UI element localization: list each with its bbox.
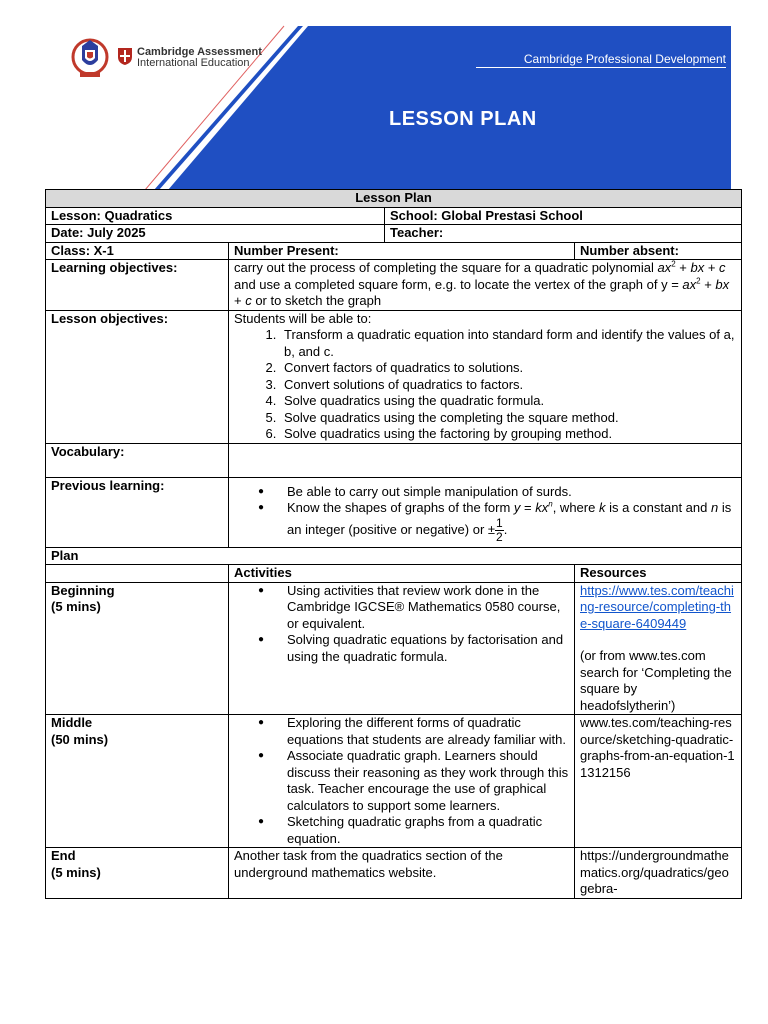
list-item: ● Sketching quadratic graphs from a quadratic equation.: [280, 814, 569, 847]
end-label-cell: [46, 848, 229, 899]
list-item: ● Associate quadratic graph. Learners should discuss their reasoning as they work through this task. Teacher encourage the use of graphical calculators to support some learners.: [280, 748, 569, 814]
learning-objectives-label: Learning objectives:: [46, 260, 229, 311]
header-banner: [0, 0, 768, 190]
stage-label: Beginning: [51, 582, 115, 598]
stage-label: End: [51, 848, 76, 863]
middle-label-cell: [46, 715, 229, 848]
table-row: [46, 260, 742, 311]
list-item: 1. Transform a quadratic equation into standard form and identify the values of a, b, and c.: [280, 327, 736, 360]
list-item: ● Solving quadratic equations by factorisation and using the quadratic formula.: [280, 632, 569, 665]
org-line-2: International Education: [137, 57, 250, 69]
list-item: 5. Solve quadratics using the completing the square method.: [280, 410, 736, 427]
list-item: ● Be able to carry out simple manipulation of surds.: [280, 484, 736, 501]
list-item: 3. Convert solutions of quadratics to factors.: [280, 377, 736, 394]
teacher-cell: Teacher:: [385, 225, 742, 243]
lesson-plan-table: [45, 189, 742, 899]
previous-learning-cell: [229, 477, 742, 547]
vocabulary-cell: [229, 443, 742, 477]
activity-list: [234, 715, 569, 847]
table-row: [46, 565, 742, 583]
table-row: [46, 477, 742, 547]
number-absent-cell: Number absent:: [575, 242, 742, 260]
lesson-objectives-intro: Students will be able to:: [234, 310, 372, 326]
lesson-cell: Lesson: Quadratics: [46, 207, 385, 225]
resource-link[interactable]: https://www.tes.com/teaching-resource/completing-the-square-6409449: [580, 582, 734, 631]
page-title: LESSON PLAN: [389, 108, 537, 130]
stage-time: (5 mins): [51, 864, 101, 880]
lesson-objectives-list: [234, 327, 736, 443]
learning-objectives-text: carry out the process of completing the square for a quadratic polynomial $ax^2$ + bx + c and use a completed square form, e.g. to locate the vertex of the graph of $y = ax^2$ + bx + c or to sketch the graph: [229, 260, 742, 311]
stage-time: (50 mins): [51, 731, 109, 747]
list-item: 6. Solve quadratics using the factoring by grouping method.: [280, 426, 736, 443]
activity-list: [234, 583, 569, 666]
org-line-1: Cambridge Assessment: [137, 46, 262, 58]
table-row: [46, 225, 742, 243]
previous-learning-list: [234, 484, 736, 544]
organisation-name: [137, 47, 262, 69]
resource-note: (or from www.tes.com search for ‘Completing the square by headofslytherin’): [580, 648, 732, 713]
number-present-cell: Number Present:: [229, 242, 575, 260]
end-resources: https://undergroundmathematics.org/quadratics/geogebra-: [575, 848, 742, 899]
table-caption-row: [46, 190, 742, 208]
school-crest-icon: [70, 36, 110, 82]
fraction: $\frac{1}{2}$: [496, 515, 503, 544]
cambridge-shield-icon: [117, 47, 133, 66]
table-row: [46, 443, 742, 477]
list-item: ● Exploring the different forms of quadratic equations that students are already familiar with.: [280, 715, 569, 748]
list-item: ● Know the shapes of graphs of the form $y = kx^n$, where k is a constant and n is an integer (positive or negative) or ± $\frac{1}{2}$ .: [280, 500, 736, 544]
table-row: [46, 242, 742, 260]
lesson-objectives-label: Lesson objectives:: [46, 310, 229, 443]
class-cell: Class: X-1: [46, 242, 229, 260]
lesson-objectives-cell: [229, 310, 742, 443]
middle-activities: [229, 715, 575, 848]
resources-header: Resources: [575, 565, 742, 583]
empty-cell: [46, 565, 229, 583]
professional-development-label: Cambridge Professional Development: [476, 52, 726, 68]
middle-resources: www.tes.com/teaching-resource/sketching-quadratic-graphs-from-an-equation-11312156: [575, 715, 742, 848]
table-caption: Lesson Plan: [46, 190, 742, 208]
table-row: [46, 310, 742, 443]
date-cell: Date: July 2025: [46, 225, 385, 243]
list-item: 4. Solve quadratics using the quadratic formula.: [280, 393, 736, 410]
table-row: [46, 715, 742, 848]
document-header: [0, 0, 768, 190]
list-item: ● Using activities that review work done in the Cambridge IGCSE® Mathematics 0580 course, or equivalent.: [280, 583, 569, 633]
end-activities: Another task from the quadratics section of the underground mathematics website.: [229, 848, 575, 899]
stage-label: Middle: [51, 715, 93, 730]
beginning-activities: [229, 582, 575, 715]
activities-header: Activities: [229, 565, 575, 583]
beginning-resources: [575, 582, 742, 715]
table-row: [46, 547, 742, 565]
stage-time: (5 mins): [51, 599, 101, 614]
plan-label: Plan: [46, 547, 742, 565]
vocabulary-label: Vocabulary:: [46, 443, 229, 477]
table-row: [46, 207, 742, 225]
beginning-label-cell: [46, 582, 229, 715]
table-row: [46, 582, 742, 715]
list-item: 2. Convert factors of quadratics to solutions.: [280, 360, 736, 377]
school-cell: School: Global Prestasi School: [385, 207, 742, 225]
previous-learning-label: Previous learning:: [46, 477, 229, 547]
table-row: [46, 848, 742, 899]
